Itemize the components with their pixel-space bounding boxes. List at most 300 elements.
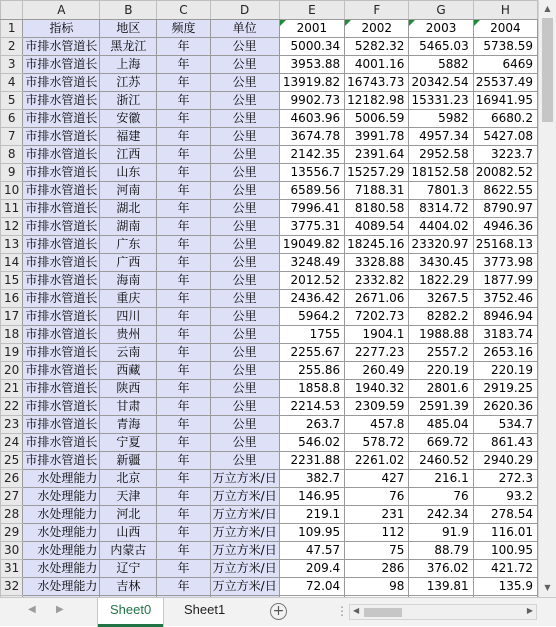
- cell-indicator[interactable]: 水处理能力: [23, 560, 100, 578]
- cell-unit[interactable]: 公里: [210, 110, 279, 128]
- cell-indicator[interactable]: 市排水管道长: [23, 380, 100, 398]
- cell-indicator[interactable]: 市排水管道长: [23, 146, 100, 164]
- cell-value-g[interactable]: 139.81: [409, 578, 473, 596]
- cell-frequency[interactable]: 年: [157, 236, 210, 254]
- scroll-up-arrow-icon[interactable]: ▲: [544, 4, 551, 13]
- cell-unit[interactable]: 公里: [210, 308, 279, 326]
- cell-unit[interactable]: 公里: [210, 146, 279, 164]
- cell-unit[interactable]: 公里: [210, 38, 279, 56]
- row-header[interactable]: 30: [1, 542, 23, 560]
- cell-value-f[interactable]: 3328.88: [345, 254, 409, 272]
- cell-value-h[interactable]: 278.54: [473, 506, 537, 524]
- cell-value-f[interactable]: 578.72: [345, 434, 409, 452]
- cell-value-g[interactable]: 669.72: [409, 434, 473, 452]
- cell-indicator[interactable]: 水处理能力: [23, 488, 100, 506]
- cell-frequency[interactable]: 年: [157, 488, 210, 506]
- cell-value-h[interactable]: 116.01: [473, 524, 537, 542]
- cell-indicator[interactable]: 水处理能力: [23, 578, 100, 596]
- row-header[interactable]: 4: [1, 74, 23, 92]
- cell-indicator[interactable]: 市排水管道长: [23, 434, 100, 452]
- cell-value-e[interactable]: 2231.88: [279, 452, 344, 470]
- cell-value-h[interactable]: 8622.55: [473, 182, 537, 200]
- cell-region[interactable]: 广西: [100, 254, 157, 272]
- cell-value-e[interactable]: 1755: [279, 326, 344, 344]
- cell-region[interactable]: 上海: [100, 56, 157, 74]
- cell-value-h[interactable]: 2653.16: [473, 344, 537, 362]
- cell-region[interactable]: 河南: [100, 182, 157, 200]
- cell-unit[interactable]: 公里: [210, 380, 279, 398]
- row-header[interactable]: 2: [1, 38, 23, 56]
- cell-value-f[interactable]: 7188.31: [345, 182, 409, 200]
- cell-unit[interactable]: 公里: [210, 344, 279, 362]
- cell-value-e[interactable]: 2436.42: [279, 290, 344, 308]
- header-cell[interactable]: [345, 20, 409, 38]
- row-header[interactable]: 8: [1, 146, 23, 164]
- cell-value-g[interactable]: 3430.45: [409, 254, 473, 272]
- cell-frequency[interactable]: 年: [157, 92, 210, 110]
- cell-value-g[interactable]: 1822.29: [409, 272, 473, 290]
- cell-region[interactable]: 江苏: [100, 74, 157, 92]
- sheet-tab-2[interactable]: Sheet1: [184, 602, 226, 617]
- cell-value-e[interactable]: 219.1: [279, 506, 344, 524]
- cell-value-e[interactable]: 2142.35: [279, 146, 344, 164]
- cell-value-f[interactable]: 231: [345, 506, 409, 524]
- cell-value-e[interactable]: 13556.7: [279, 164, 344, 182]
- cell-frequency[interactable]: 年: [157, 542, 210, 560]
- cell-value-e[interactable]: 7996.41: [279, 200, 344, 218]
- cell-frequency[interactable]: 年: [157, 272, 210, 290]
- cell-value-e[interactable]: 72.04: [279, 578, 344, 596]
- header-cell[interactable]: [279, 20, 344, 38]
- cell-frequency[interactable]: 年: [157, 470, 210, 488]
- cell-value-e[interactable]: 263.7: [279, 416, 344, 434]
- cell-region[interactable]: 内蒙古: [100, 542, 157, 560]
- cell-frequency[interactable]: 年: [157, 524, 210, 542]
- cell-indicator[interactable]: 市排水管道长: [23, 38, 100, 56]
- cell-value-f[interactable]: 7202.73: [345, 308, 409, 326]
- cell-region[interactable]: 河北: [100, 506, 157, 524]
- cell-region[interactable]: 天津: [100, 488, 157, 506]
- cell-frequency[interactable]: 年: [157, 74, 210, 92]
- cell-value-e[interactable]: 3953.88: [279, 56, 344, 74]
- cell-region[interactable]: 安徽: [100, 110, 157, 128]
- cell-region[interactable]: 江西: [100, 146, 157, 164]
- cell-value-h[interactable]: 220.19: [473, 362, 537, 380]
- cell-frequency[interactable]: 年: [157, 200, 210, 218]
- row-header[interactable]: 24: [1, 434, 23, 452]
- cell-region[interactable]: 青海: [100, 416, 157, 434]
- cell-value-e[interactable]: 2255.67: [279, 344, 344, 362]
- cell-frequency[interactable]: 年: [157, 362, 210, 380]
- cell-indicator[interactable]: 市排水管道长: [23, 308, 100, 326]
- row-header[interactable]: 31: [1, 560, 23, 578]
- cell-unit[interactable]: 万立方米/日: [210, 506, 279, 524]
- column-header-d[interactable]: D: [210, 1, 279, 20]
- cell-value-f[interactable]: 1904.1: [345, 326, 409, 344]
- cell-value-f[interactable]: 16743.73: [345, 74, 409, 92]
- vertical-scrollbar[interactable]: [538, 0, 556, 597]
- cell-value-h[interactable]: 16941.95: [473, 92, 537, 110]
- cell-indicator[interactable]: 市排水管道长: [23, 164, 100, 182]
- row-header[interactable]: 21: [1, 380, 23, 398]
- cell-value-f[interactable]: 3991.78: [345, 128, 409, 146]
- horizontal-scrollbar[interactable]: [349, 604, 537, 620]
- cell-value-f[interactable]: 457.8: [345, 416, 409, 434]
- scroll-left-arrow-icon[interactable]: ◀: [353, 606, 360, 615]
- cell-region[interactable]: 福建: [100, 128, 157, 146]
- cell-indicator[interactable]: 水处理能力: [23, 542, 100, 560]
- cell-frequency[interactable]: 年: [157, 128, 210, 146]
- row-header[interactable]: 29: [1, 524, 23, 542]
- cell-unit[interactable]: 公里: [210, 56, 279, 74]
- row-header[interactable]: 11: [1, 200, 23, 218]
- cell-indicator[interactable]: 市排水管道长: [23, 416, 100, 434]
- cell-value-h[interactable]: 135.9: [473, 578, 537, 596]
- next-sheet-arrow-icon[interactable]: ▶: [56, 604, 64, 615]
- cell-unit[interactable]: 公里: [210, 218, 279, 236]
- cell-value-f[interactable]: 5006.59: [345, 110, 409, 128]
- cell-value-f[interactable]: 2309.59: [345, 398, 409, 416]
- row-header[interactable]: 19: [1, 344, 23, 362]
- cell-unit[interactable]: 公里: [210, 452, 279, 470]
- cell-value-h[interactable]: 3183.74: [473, 326, 537, 344]
- cell-value-e[interactable]: 546.02: [279, 434, 344, 452]
- cell-value-e[interactable]: 209.4: [279, 560, 344, 578]
- cell-frequency[interactable]: 年: [157, 380, 210, 398]
- row-header[interactable]: 6: [1, 110, 23, 128]
- cell-value-g[interactable]: 91.9: [409, 524, 473, 542]
- cell-value-g[interactable]: 8314.72: [409, 200, 473, 218]
- header-cell[interactable]: [23, 20, 100, 38]
- cell-value-e[interactable]: 2214.53: [279, 398, 344, 416]
- cell-value-h[interactable]: 861.43: [473, 434, 537, 452]
- cell-value-h[interactable]: 3773.98: [473, 254, 537, 272]
- cell-value-h[interactable]: 534.7: [473, 416, 537, 434]
- cell-value-g[interactable]: 18152.58: [409, 164, 473, 182]
- cell-value-e[interactable]: 5964.2: [279, 308, 344, 326]
- cell-frequency[interactable]: 年: [157, 434, 210, 452]
- cell-value-h[interactable]: 100.95: [473, 542, 537, 560]
- cell-value-h[interactable]: 6680.2: [473, 110, 537, 128]
- cell-value-f[interactable]: 2261.02: [345, 452, 409, 470]
- cell-unit[interactable]: 万立方米/日: [210, 488, 279, 506]
- cell-unit[interactable]: 公里: [210, 182, 279, 200]
- cell-unit[interactable]: 公里: [210, 236, 279, 254]
- header-cell[interactable]: [473, 20, 537, 38]
- cell-unit[interactable]: 公里: [210, 128, 279, 146]
- cell-unit[interactable]: 万立方米/日: [210, 542, 279, 560]
- cell-value-f[interactable]: 112: [345, 524, 409, 542]
- cell-region[interactable]: 浙江: [100, 92, 157, 110]
- header-cell[interactable]: [100, 20, 157, 38]
- cell-value-g[interactable]: 2460.52: [409, 452, 473, 470]
- cell-frequency[interactable]: 年: [157, 146, 210, 164]
- cell-indicator[interactable]: 水处理能力: [23, 470, 100, 488]
- cell-value-g[interactable]: 2801.6: [409, 380, 473, 398]
- cell-value-f[interactable]: 98: [345, 578, 409, 596]
- cell-indicator[interactable]: 市排水管道长: [23, 92, 100, 110]
- cell-value-f[interactable]: 76: [345, 488, 409, 506]
- cell-value-f[interactable]: 18245.16: [345, 236, 409, 254]
- row-header[interactable]: 27: [1, 488, 23, 506]
- cell-value-h[interactable]: 421.72: [473, 560, 537, 578]
- cell-unit[interactable]: 万立方米/日: [210, 560, 279, 578]
- cell-region[interactable]: 湖南: [100, 218, 157, 236]
- cell-indicator[interactable]: 市排水管道长: [23, 290, 100, 308]
- column-header-h[interactable]: H: [473, 1, 537, 20]
- cell-value-f[interactable]: 2391.64: [345, 146, 409, 164]
- cell-region[interactable]: 四川: [100, 308, 157, 326]
- row-header[interactable]: 14: [1, 254, 23, 272]
- cell-region[interactable]: 辽宁: [100, 560, 157, 578]
- cell-value-f[interactable]: 75: [345, 542, 409, 560]
- cell-value-f[interactable]: 2277.23: [345, 344, 409, 362]
- cell-indicator[interactable]: 市排水管道长: [23, 218, 100, 236]
- cell-value-g[interactable]: 1988.88: [409, 326, 473, 344]
- row-header[interactable]: 28: [1, 506, 23, 524]
- cell-frequency[interactable]: 年: [157, 344, 210, 362]
- cell-unit[interactable]: 公里: [210, 92, 279, 110]
- row-header[interactable]: 5: [1, 92, 23, 110]
- cell-value-h[interactable]: 2620.36: [473, 398, 537, 416]
- header-cell[interactable]: [409, 20, 473, 38]
- cell-unit[interactable]: 公里: [210, 326, 279, 344]
- cell-frequency[interactable]: 年: [157, 218, 210, 236]
- row-header[interactable]: 9: [1, 164, 23, 182]
- cell-frequency[interactable]: 年: [157, 164, 210, 182]
- cell-value-h[interactable]: 1877.99: [473, 272, 537, 290]
- row-header[interactable]: 7: [1, 128, 23, 146]
- row-header[interactable]: 10: [1, 182, 23, 200]
- cell-value-g[interactable]: 4957.34: [409, 128, 473, 146]
- cell-unit[interactable]: 万立方米/日: [210, 578, 279, 596]
- vertical-scroll-thumb[interactable]: [542, 18, 553, 122]
- cell-value-e[interactable]: 255.86: [279, 362, 344, 380]
- cell-region[interactable]: 黑龙江: [100, 38, 157, 56]
- cell-value-h[interactable]: 3752.46: [473, 290, 537, 308]
- add-sheet-icon[interactable]: +: [270, 603, 287, 620]
- cell-region[interactable]: 贵州: [100, 326, 157, 344]
- cell-value-f[interactable]: 4001.16: [345, 56, 409, 74]
- cell-value-g[interactable]: 15331.23: [409, 92, 473, 110]
- cell-value-h[interactable]: 2940.29: [473, 452, 537, 470]
- cell-frequency[interactable]: 年: [157, 560, 210, 578]
- cell-value-h[interactable]: 93.2: [473, 488, 537, 506]
- cell-value-e[interactable]: 9902.73: [279, 92, 344, 110]
- prev-sheet-arrow-icon[interactable]: ◀: [28, 604, 36, 615]
- cell-indicator[interactable]: 市排水管道长: [23, 326, 100, 344]
- cell-value-g[interactable]: 220.19: [409, 362, 473, 380]
- cell-value-g[interactable]: 2591.39: [409, 398, 473, 416]
- row-header[interactable]: 17: [1, 308, 23, 326]
- cell-value-g[interactable]: 485.04: [409, 416, 473, 434]
- row-header[interactable]: 20: [1, 362, 23, 380]
- cell-value-g[interactable]: 88.79: [409, 542, 473, 560]
- horizontal-scroll-thumb[interactable]: [364, 608, 402, 617]
- column-header-g[interactable]: G: [409, 1, 473, 20]
- cell-value-h[interactable]: 8946.94: [473, 308, 537, 326]
- cell-region[interactable]: 陕西: [100, 380, 157, 398]
- cell-unit[interactable]: 公里: [210, 362, 279, 380]
- cell-value-e[interactable]: 1858.8: [279, 380, 344, 398]
- cell-value-e[interactable]: 146.95: [279, 488, 344, 506]
- cell-value-f[interactable]: 427: [345, 470, 409, 488]
- select-all-corner[interactable]: [1, 1, 23, 20]
- column-header-e[interactable]: E: [279, 1, 344, 20]
- cell-region[interactable]: 湖北: [100, 200, 157, 218]
- cell-value-g[interactable]: 5465.03: [409, 38, 473, 56]
- cell-value-g[interactable]: 242.34: [409, 506, 473, 524]
- cell-region[interactable]: 宁夏: [100, 434, 157, 452]
- cell-region[interactable]: 吉林: [100, 578, 157, 596]
- cell-value-e[interactable]: 3248.49: [279, 254, 344, 272]
- cell-indicator[interactable]: 水处理能力: [23, 524, 100, 542]
- cell-value-g[interactable]: 7801.3: [409, 182, 473, 200]
- cell-indicator[interactable]: 市排水管道长: [23, 74, 100, 92]
- cell-value-h[interactable]: 8790.97: [473, 200, 537, 218]
- cell-value-g[interactable]: 76: [409, 488, 473, 506]
- cell-frequency[interactable]: 年: [157, 416, 210, 434]
- cell-unit[interactable]: 公里: [210, 254, 279, 272]
- cell-frequency[interactable]: 年: [157, 254, 210, 272]
- cell-frequency[interactable]: 年: [157, 326, 210, 344]
- cell-value-h[interactable]: 3223.7: [473, 146, 537, 164]
- cell-value-e[interactable]: 47.57: [279, 542, 344, 560]
- cell-value-g[interactable]: 3267.5: [409, 290, 473, 308]
- cell-frequency[interactable]: 年: [157, 56, 210, 74]
- cell-unit[interactable]: 公里: [210, 416, 279, 434]
- cell-unit[interactable]: 公里: [210, 434, 279, 452]
- cell-value-f[interactable]: 4089.54: [345, 218, 409, 236]
- scroll-right-arrow-icon[interactable]: ▶: [526, 606, 533, 615]
- cell-region[interactable]: 广东: [100, 236, 157, 254]
- cell-unit[interactable]: 万立方米/日: [210, 524, 279, 542]
- cell-value-h[interactable]: 6469: [473, 56, 537, 74]
- row-header[interactable]: 18: [1, 326, 23, 344]
- cell-region[interactable]: 重庆: [100, 290, 157, 308]
- cell-value-h[interactable]: 5738.59: [473, 38, 537, 56]
- cell-region[interactable]: 新疆: [100, 452, 157, 470]
- cell-frequency[interactable]: 年: [157, 182, 210, 200]
- column-header-f[interactable]: F: [345, 1, 409, 20]
- cell-value-e[interactable]: 19049.82: [279, 236, 344, 254]
- cell-unit[interactable]: 公里: [210, 200, 279, 218]
- row-header[interactable]: 25: [1, 452, 23, 470]
- cell-frequency[interactable]: 年: [157, 290, 210, 308]
- cell-value-g[interactable]: 376.02: [409, 560, 473, 578]
- cell-unit[interactable]: 公里: [210, 74, 279, 92]
- cell-value-h[interactable]: 20082.52: [473, 164, 537, 182]
- cell-region[interactable]: 甘肃: [100, 398, 157, 416]
- cell-value-e[interactable]: 3674.78: [279, 128, 344, 146]
- cell-indicator[interactable]: 市排水管道长: [23, 362, 100, 380]
- cell-indicator[interactable]: 市排水管道长: [23, 200, 100, 218]
- row-header[interactable]: 15: [1, 272, 23, 290]
- column-header-a[interactable]: A: [23, 1, 100, 20]
- sheet-tab-1[interactable]: Sheet0: [98, 598, 163, 627]
- cell-value-g[interactable]: 2557.2: [409, 344, 473, 362]
- cell-value-h[interactable]: 4946.36: [473, 218, 537, 236]
- cell-indicator[interactable]: 市排水管道长: [23, 344, 100, 362]
- cell-region[interactable]: 北京: [100, 470, 157, 488]
- cell-value-g[interactable]: 20342.54: [409, 74, 473, 92]
- cell-value-f[interactable]: 15257.29: [345, 164, 409, 182]
- cell-value-e[interactable]: 2012.52: [279, 272, 344, 290]
- cell-value-h[interactable]: 25537.49: [473, 74, 537, 92]
- cell-indicator[interactable]: 市排水管道长: [23, 56, 100, 74]
- cell-indicator[interactable]: 市排水管道长: [23, 182, 100, 200]
- cell-frequency[interactable]: 年: [157, 308, 210, 326]
- cell-value-g[interactable]: 5882: [409, 56, 473, 74]
- cell-value-g[interactable]: 23320.97: [409, 236, 473, 254]
- cell-frequency[interactable]: 年: [157, 398, 210, 416]
- cell-indicator[interactable]: 市排水管道长: [23, 452, 100, 470]
- cell-indicator[interactable]: 市排水管道长: [23, 110, 100, 128]
- cell-indicator[interactable]: 市排水管道长: [23, 272, 100, 290]
- cell-unit[interactable]: 公里: [210, 290, 279, 308]
- cell-frequency[interactable]: 年: [157, 452, 210, 470]
- cell-value-e[interactable]: 3775.31: [279, 218, 344, 236]
- cell-unit[interactable]: 公里: [210, 164, 279, 182]
- cell-region[interactable]: 山西: [100, 524, 157, 542]
- cell-unit[interactable]: 公里: [210, 398, 279, 416]
- cell-unit[interactable]: 公里: [210, 272, 279, 290]
- cell-value-g[interactable]: 2952.58: [409, 146, 473, 164]
- cell-value-f[interactable]: 286: [345, 560, 409, 578]
- cell-value-e[interactable]: 4603.96: [279, 110, 344, 128]
- cell-value-g[interactable]: 5982: [409, 110, 473, 128]
- row-header[interactable]: 26: [1, 470, 23, 488]
- cell-value-g[interactable]: 8282.2: [409, 308, 473, 326]
- cell-value-f[interactable]: 260.49: [345, 362, 409, 380]
- cell-value-e[interactable]: 5000.34: [279, 38, 344, 56]
- cell-value-h[interactable]: 5427.08: [473, 128, 537, 146]
- cell-value-h[interactable]: 25168.13: [473, 236, 537, 254]
- row-header[interactable]: 22: [1, 398, 23, 416]
- cell-frequency[interactable]: 年: [157, 110, 210, 128]
- cell-value-e[interactable]: 13919.82: [279, 74, 344, 92]
- cell-region[interactable]: 云南: [100, 344, 157, 362]
- cell-indicator[interactable]: 市排水管道长: [23, 236, 100, 254]
- cell-value-e[interactable]: 6589.56: [279, 182, 344, 200]
- cell-value-e[interactable]: 382.7: [279, 470, 344, 488]
- cell-value-f[interactable]: 12182.98: [345, 92, 409, 110]
- cell-value-f[interactable]: 2671.06: [345, 290, 409, 308]
- cell-indicator[interactable]: 市排水管道长: [23, 254, 100, 272]
- row-header[interactable]: 32: [1, 578, 23, 596]
- cell-region[interactable]: 山东: [100, 164, 157, 182]
- scroll-down-arrow-icon[interactable]: ▼: [544, 583, 551, 592]
- row-header[interactable]: 3: [1, 56, 23, 74]
- cell-region[interactable]: 海南: [100, 272, 157, 290]
- cell-value-f[interactable]: 8180.58: [345, 200, 409, 218]
- cell-value-f[interactable]: 2332.82: [345, 272, 409, 290]
- cell-value-e[interactable]: 109.95: [279, 524, 344, 542]
- header-cell[interactable]: [157, 20, 210, 38]
- column-header-b[interactable]: B: [100, 1, 157, 20]
- cell-unit[interactable]: 万立方米/日: [210, 470, 279, 488]
- header-cell[interactable]: [210, 20, 279, 38]
- cell-value-h[interactable]: 2919.25: [473, 380, 537, 398]
- cell-indicator[interactable]: 水处理能力: [23, 506, 100, 524]
- tab-scroll-separator-icon[interactable]: ⋮: [336, 604, 348, 618]
- cell-frequency[interactable]: 年: [157, 38, 210, 56]
- row-header[interactable]: 23: [1, 416, 23, 434]
- cell-indicator[interactable]: 市排水管道长: [23, 128, 100, 146]
- row-header[interactable]: 16: [1, 290, 23, 308]
- row-header[interactable]: 1: [1, 20, 23, 38]
- cell-value-h[interactable]: 272.3: [473, 470, 537, 488]
